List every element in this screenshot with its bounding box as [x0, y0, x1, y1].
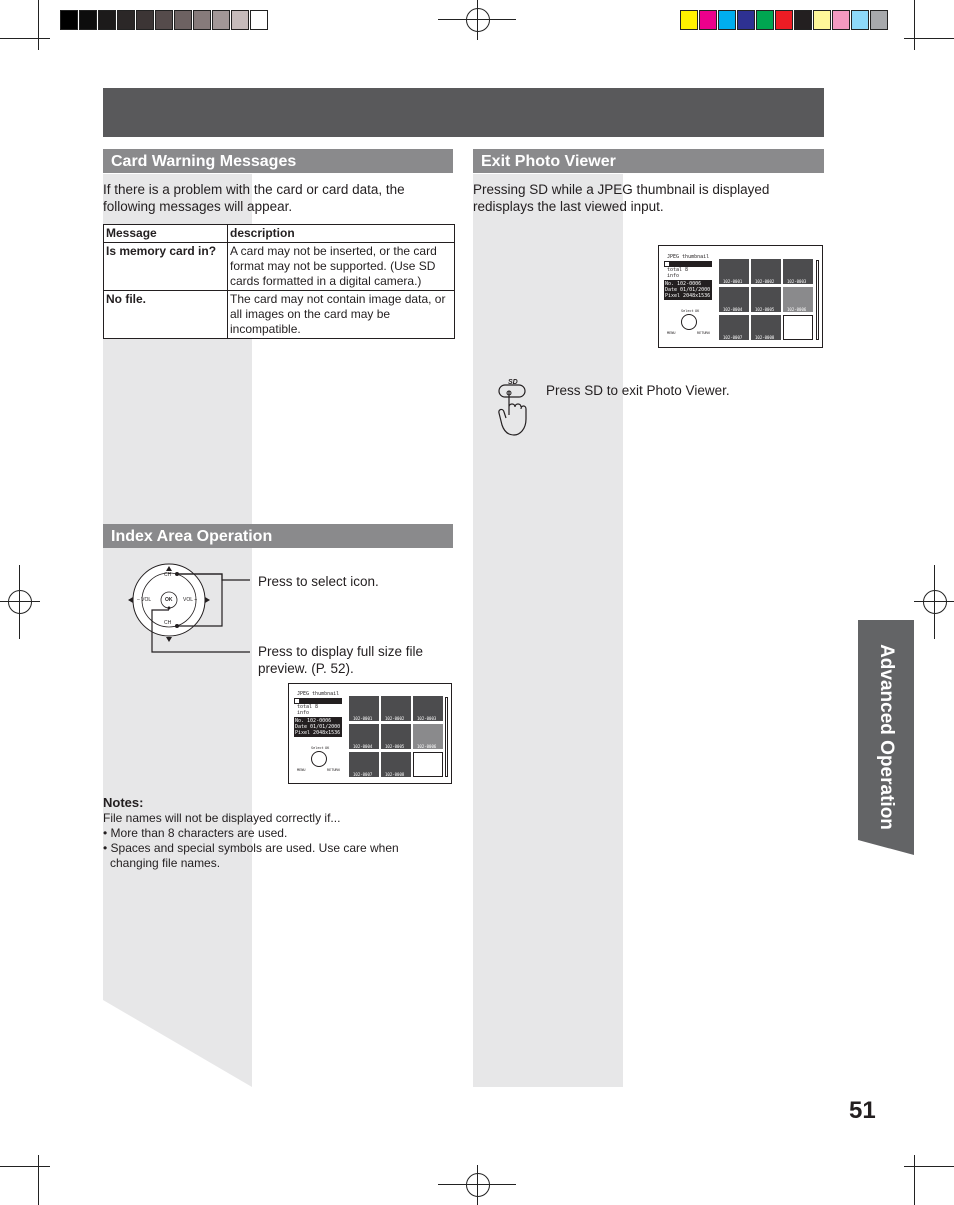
- header-message: Message: [104, 225, 228, 243]
- thumb-label: 102-0006: [417, 744, 437, 749]
- vol-plus-label: VOL +: [183, 597, 198, 603]
- screen-return: RETURN: [697, 331, 710, 335]
- screen-total: total 8: [297, 704, 319, 710]
- message-cell: No file.: [104, 291, 228, 339]
- exit-instruction: Press SD to exit Photo Viewer.: [546, 383, 730, 398]
- index-area-heading: Index Area Operation: [103, 524, 453, 548]
- thumbnail-grid: [349, 696, 444, 779]
- card-warning-heading: Card Warning Messages: [103, 149, 453, 173]
- thumbnail-empty: [413, 752, 443, 777]
- screen-title: JPEG thumbnail: [297, 691, 340, 697]
- thumb-label: 102-0002: [755, 279, 775, 284]
- exit-viewer-heading: Exit Photo Viewer: [473, 149, 824, 173]
- screen-info: info: [297, 710, 310, 716]
- callout-preview: Press to display full size file preview. (P. 52).: [258, 644, 424, 676]
- scrollbar: [445, 697, 448, 777]
- notes-line: File names will not be displayed correctly if...: [103, 811, 341, 825]
- mini-dpad-icon: [311, 751, 327, 767]
- thumb-label: 102-0008: [755, 335, 775, 340]
- screen-select: Select: [311, 746, 324, 750]
- thumb-label: 102-0004: [723, 307, 743, 312]
- sd-mark: SD: [508, 379, 518, 386]
- thumb-label: 102-0004: [353, 744, 373, 749]
- screen-menu: MENU: [297, 768, 306, 772]
- thumb-label: 102-0007: [723, 335, 743, 340]
- screen-total: total 8: [667, 267, 689, 273]
- notes-heading: Notes:: [103, 795, 144, 810]
- exit-viewer-intro: Pressing SD while a JPEG thumbnail is displayed redisplays the last viewed input.: [473, 182, 770, 214]
- thumb-label: 102-0003: [417, 716, 437, 721]
- thumbnail-screen-index: [288, 683, 452, 784]
- screen-pixel: Pixel 2048x1536: [295, 730, 341, 736]
- screen-ok: OK: [695, 309, 700, 313]
- notes-line: changing file names.: [110, 856, 221, 870]
- screen-pixel: Pixel 2048x1536: [665, 293, 711, 299]
- thumb-label: 102-0001: [353, 716, 373, 721]
- screen-return: RETURN: [327, 768, 340, 772]
- thumb-label: 102-0006: [787, 307, 807, 312]
- screen-menu: MENU: [667, 331, 676, 335]
- screen-no: No. 102-0006: [665, 281, 702, 287]
- thumb-label: 102-0007: [353, 772, 373, 777]
- header-description: description: [228, 225, 455, 243]
- description-cell: The card may not contain image data, or all images on the card may be incompatible.: [228, 291, 455, 339]
- description-cell: A card may not be inserted, or the card format may not be supported. (Use SD cards formatted in a digital camera.): [228, 243, 455, 291]
- ok-label: OK: [165, 597, 173, 603]
- screen-no: No. 102-0006: [295, 718, 332, 724]
- thumb-label: 102-0005: [385, 744, 405, 749]
- thumb-label: 102-0002: [385, 716, 405, 721]
- notes-line: • Spaces and special symbols are used. Use care when: [103, 841, 399, 855]
- callout-select: Press to select icon.: [258, 574, 379, 589]
- side-tab-label: Advanced Operation: [876, 644, 897, 830]
- card-warning-intro: If there is a problem with the card or card data, the following messages will appear.: [103, 182, 405, 214]
- thumb-label: 102-0003: [787, 279, 807, 284]
- ch-up-label: CH: [164, 572, 172, 578]
- thumb-label: 102-0008: [385, 772, 405, 777]
- vol-minus-label: – VOL: [137, 597, 152, 603]
- page-number: 51: [849, 1097, 876, 1124]
- screen-title: JPEG thumbnail: [667, 254, 710, 260]
- screen-select: Select: [681, 309, 694, 313]
- message-cell: Is memory card in?: [104, 243, 228, 291]
- thumb-label: 102-0001: [723, 279, 743, 284]
- screen-date: Date 01/01/2000: [665, 287, 711, 293]
- folder-icon: [295, 699, 299, 703]
- screen-ok: OK: [325, 746, 330, 750]
- screen-info: info: [667, 273, 680, 279]
- ch-down-label: CH: [164, 620, 172, 626]
- notes-line: • More than 8 characters are used.: [103, 826, 288, 840]
- thumb-label: 102-0005: [755, 307, 775, 312]
- screen-date: Date 01/01/2000: [295, 724, 341, 730]
